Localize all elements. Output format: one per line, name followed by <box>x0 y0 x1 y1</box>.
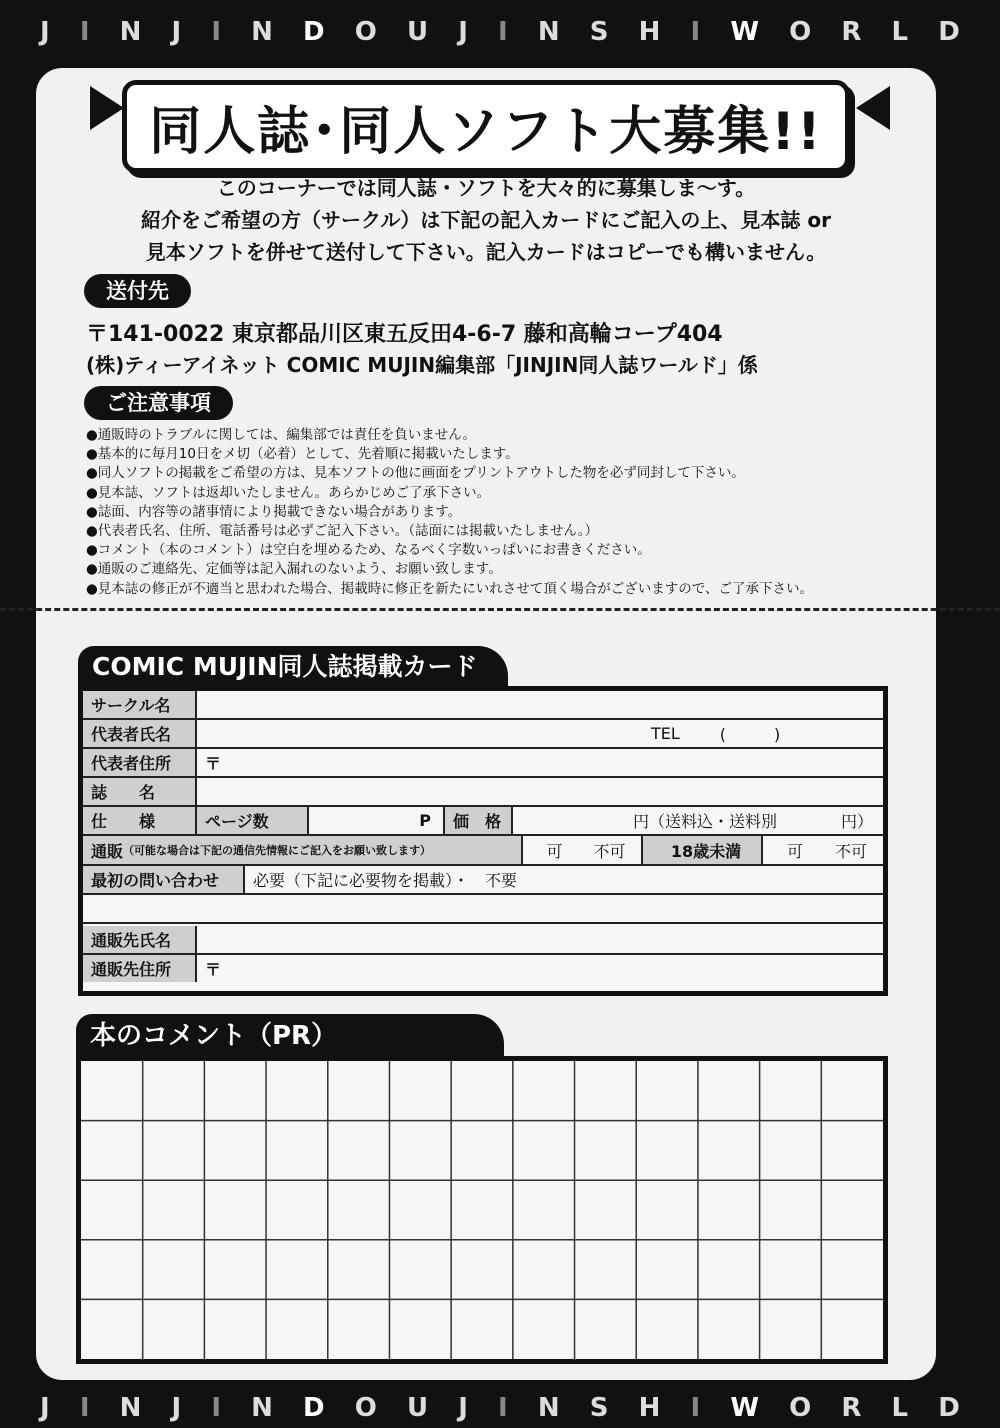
page-title: 同人誌･同人ソフト大募集!! <box>122 80 849 173</box>
mail-note: （可能な場合は下記の通信先情報にご記入をお願い致します） <box>123 844 432 857</box>
circle-name-field[interactable] <box>197 691 883 718</box>
age-choice[interactable] <box>763 836 883 864</box>
band-letter: L <box>891 17 909 47</box>
band-letter: O <box>789 17 812 47</box>
band-letter: I <box>498 17 508 47</box>
band-letter: N <box>119 1393 142 1423</box>
title-row <box>36 86 936 166</box>
intro-line: 見本ソフトを併せて送付して下さい。記入カードはコピーでも構いません。 <box>145 240 827 264</box>
magazine-label: 誌 名 <box>83 778 197 805</box>
top-letter-band <box>0 12 1000 52</box>
band-letter: N <box>251 17 273 47</box>
band-letter: I <box>79 1393 90 1423</box>
band-letter: J <box>171 17 182 47</box>
band-letter: D <box>303 1393 325 1423</box>
first-inquiry-row <box>83 866 883 895</box>
note-item: ● コメント（本のコメント）は空白を埋めるため、なるべく字数いっぱいにお書きください。 <box>86 541 906 560</box>
comment-grid[interactable] <box>76 1056 888 1364</box>
intro-text <box>36 172 936 268</box>
note-item: ● 同人ソフトの掲載をご希望の方は、見本ソフトの他に画面をプリントアウトした物を必ず同封して下さい。 <box>86 464 906 483</box>
entry-card <box>78 686 888 996</box>
bottom-letter-band <box>0 1388 1000 1428</box>
comment-grid-lines <box>81 1061 883 1359</box>
note-item: ● 通販時のトラブルに関しては、編集部では責任を負いません。 <box>86 426 906 445</box>
mail-name-row <box>83 926 883 955</box>
intro-line: 紹介をご希望の方（サークル）は下記の記入カードにご記入の上、見本誌 or <box>141 208 831 232</box>
price-label: 価 格 <box>445 807 513 834</box>
notes-label: ご注意事項 <box>84 386 233 420</box>
tel-field[interactable] <box>643 720 883 747</box>
band-letter: W <box>730 17 759 47</box>
first-inquiry-label: 最初の問い合わせ <box>83 866 245 893</box>
note-item: ● 見本誌、ソフトは返却いたしません。あらかじめご了承下さい。 <box>86 484 906 503</box>
band-letter: J <box>40 1393 50 1423</box>
band-letter: S <box>589 17 609 47</box>
band-letter: H <box>638 1393 661 1423</box>
rep-name-row <box>83 720 883 749</box>
postal-mark: 〒 <box>205 960 222 979</box>
address-line: 〒141-0022 東京都品川区東五反田4-6-7 藤和高輪コープ404 <box>86 322 723 347</box>
spec-label: 仕 様 <box>83 807 197 834</box>
card-title: COMIC MUJIN同人誌掲載カード <box>78 646 508 688</box>
note-item: ● 見本誌の修正が不適当と思われた場合、掲載時に修正を新たにいれさせて頂く場合がございますので、ご了承下さい。 <box>86 580 906 599</box>
magazine-field[interactable] <box>197 778 883 805</box>
send-to-label: 送付先 <box>84 274 191 308</box>
rep-name-label: 代表者氏名 <box>83 720 197 747</box>
band-letter: D <box>938 1393 960 1423</box>
band-letter: I <box>211 17 222 47</box>
mail-name-label: 通販先氏名 <box>83 926 197 953</box>
price-field[interactable]: 円（送料込・送料別 円） <box>632 812 873 831</box>
band-letter: D <box>303 17 325 47</box>
band-letter: O <box>789 1393 812 1423</box>
band-letter: D <box>938 17 960 47</box>
mail-order-choice[interactable] <box>523 836 643 864</box>
band-letter: J <box>458 17 468 47</box>
rep-addr-row <box>83 749 883 778</box>
rep-addr-label: 代表者住所 <box>83 749 197 776</box>
magazine-row <box>83 778 883 807</box>
band-letter: U <box>406 17 429 47</box>
pages-field[interactable] <box>309 807 445 834</box>
circle-name-row <box>83 691 883 720</box>
address-line: (株)ティーアイネット COMIC MUJIN編集部「JINJIN同人誌ワールド」係 <box>86 353 758 377</box>
band-letter: I <box>690 1393 701 1423</box>
band-letter: I <box>79 17 90 47</box>
mail-ok[interactable]: 可 <box>546 841 563 861</box>
band-letter: R <box>841 1393 862 1423</box>
comment-title: 本のコメント（PR） <box>76 1014 504 1058</box>
mail-label: 通販 <box>91 841 124 861</box>
band-letter: I <box>690 17 701 47</box>
pages-label: ページ数 <box>197 807 309 834</box>
band-letter: H <box>638 17 661 47</box>
band-letter: R <box>841 17 862 47</box>
mailing-address <box>86 320 758 380</box>
band-letter: J <box>171 1393 182 1423</box>
mail-addr-field[interactable] <box>197 955 883 982</box>
age-ok[interactable]: 可 <box>786 841 803 861</box>
band-letter: S <box>589 1393 609 1423</box>
band-letter: O <box>354 1393 377 1423</box>
band-letter: L <box>891 1393 909 1423</box>
spec-row <box>83 807 883 836</box>
band-letter: N <box>119 17 142 47</box>
note-item: ● 通販のご連絡先、定価等は記入漏れのないよう、お願い致します。 <box>86 560 906 579</box>
note-item: ● 基本的に毎月10日をメ切（必着）として、先着順に掲載いたします。 <box>86 445 906 464</box>
band-letter: I <box>211 1393 222 1423</box>
note-item: ● 代表者氏名、住所、電話番号は必ずご記入下さい。（誌面には掲載いたしません。） <box>86 522 906 541</box>
band-letter: N <box>537 17 560 47</box>
mail-order-row <box>83 836 883 866</box>
age-ng[interactable]: 不可 <box>834 841 867 861</box>
age-label: 18歳未満 <box>643 836 763 864</box>
note-item: ● 誌面、内容等の諸事情により掲載できない場合があります。 <box>86 503 906 522</box>
band-letter: J <box>458 1393 468 1423</box>
postal-mark: 〒 <box>205 754 222 773</box>
mail-addr-row <box>83 955 883 982</box>
notes-list <box>86 426 906 599</box>
mail-addr-label: 通販先住所 <box>83 955 197 982</box>
cut-line <box>0 608 1000 611</box>
band-letter: N <box>537 1393 560 1423</box>
mail-order-label <box>83 836 523 864</box>
mail-name-field[interactable] <box>197 926 883 953</box>
first-inquiry-options[interactable]: 必要（下記に必要物を掲載）・ 不要 <box>253 871 518 890</box>
band-letter: I <box>498 1393 508 1423</box>
rep-name-field[interactable] <box>197 720 643 747</box>
pages-unit: P <box>419 811 431 830</box>
band-letter: N <box>251 1393 273 1423</box>
band-letter: J <box>40 17 50 47</box>
band-letter: O <box>354 17 377 47</box>
mail-ng[interactable]: 不可 <box>593 841 626 861</box>
band-letter: U <box>406 1393 429 1423</box>
circle-name-label: サークル名 <box>83 691 197 718</box>
intro-line: このコーナーでは同人誌・ソフトを大々的に募集しま～す。 <box>216 176 756 200</box>
tel-label: TEL <box>651 724 680 743</box>
rep-addr-field[interactable] <box>197 749 883 776</box>
tel-paren: ( ) <box>719 725 781 744</box>
blank-row[interactable] <box>83 895 883 924</box>
band-letter: W <box>730 1393 759 1423</box>
